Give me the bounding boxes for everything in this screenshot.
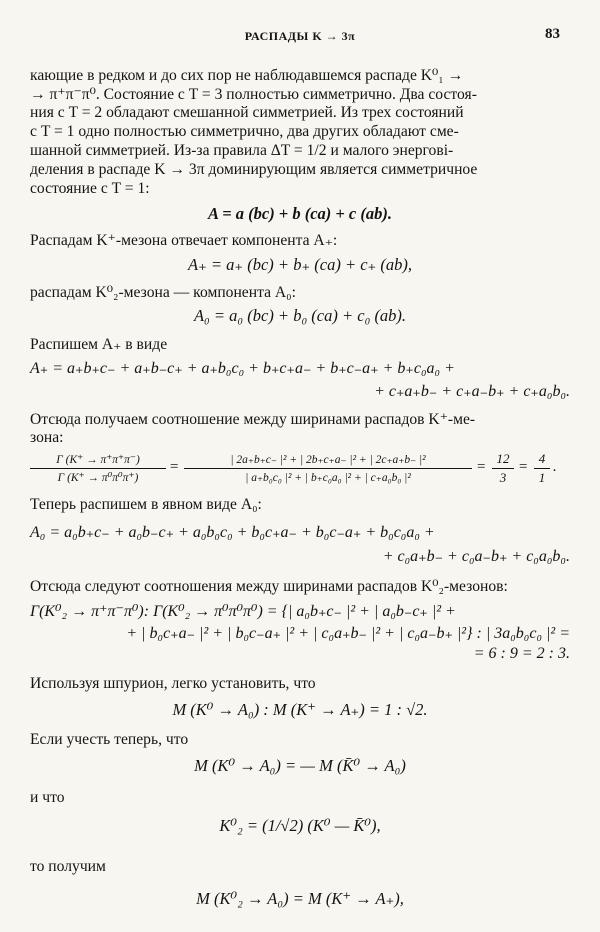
equation-11: M (K⁰₂ → A₀) = M (K⁺ → A₊),	[196, 889, 404, 908]
ratio-lhs-bar	[30, 468, 166, 469]
equation-4-line-1: A₊ = a₊b₊c₋ + a₊b₋c₊ + a₊b₀c₀ + b₊c₊a₋ + b₊c₋a₊ + b₊c₀a₀ +	[30, 360, 455, 377]
paragraph-11: то получим	[30, 858, 106, 875]
page-number: 83	[545, 26, 560, 42]
ratio-mid-denominator: | a₊b₀c₀ |² + | b₊c₀a₀ |² + | c₊a₀b₀ |²	[245, 472, 411, 484]
ratio-r2-bar	[534, 468, 550, 469]
p1-line-7: состояние с T = 1:	[30, 180, 150, 197]
ratio-r1-denominator: 3	[499, 470, 507, 485]
ratio-lhs-denominator: Γ (K⁺ → π⁰π⁰π⁺)	[57, 472, 139, 484]
paragraph-4: Распишем A₊ в виде	[30, 336, 168, 353]
ratio-lhs-numerator: Γ (K⁺ → π⁺π⁺π⁻)	[56, 454, 140, 466]
ratio-r2-denominator: 1	[538, 470, 546, 485]
equation-7-line-3: = 6 : 9 = 2 : 3.	[473, 645, 570, 662]
ratio-r2-numerator: 4	[538, 451, 546, 466]
running-title: РАСПАДЫ K → 3π	[244, 29, 356, 43]
paragraph-5-line-2: зона:	[30, 429, 64, 446]
width-ratio-equation: Γ (K⁺ → π⁺π⁺π⁻) Γ (K⁺ → π⁰π⁰π⁺) = | 2a₊b₊c₋ |² + | 2b₊c₊a₋ |² + | 2c₊a₊b₋ |² | a₊b₀c₀ |² + | b₊c₀a₀ |² + | c₊a₀b₀ |² = 12 3 = 4 1 .	[30, 450, 572, 490]
paragraph-3: распадам K⁰₂-мезона — компонента A₀:	[30, 284, 296, 301]
equation-10: K⁰₂ = (1/√2) (K⁰ — K̄⁰),	[219, 816, 381, 835]
equation-1: A = a (bc) + b (ca) + c (ab).	[208, 204, 392, 223]
equation-7-line-2: + | b₀c₊a₋ |² + | b₀c₋a₊ |² + | c₀a₊b₋ |² + | c₀a₋b₊ |²} : | 3a₀b₀c₀ |² =	[126, 625, 570, 642]
paragraph-10: и что	[30, 789, 65, 806]
ratio-r1-numerator: 12	[496, 451, 510, 466]
equals-sign-2: =	[476, 459, 487, 475]
ratio-mid-bar	[184, 468, 472, 469]
p1-line-6: деления в распаде K → 3π доминирующим является симметричное	[30, 161, 478, 178]
paragraph-7: Отсюда следуют соотношения между ширинами распадов K⁰₂-мезонов:	[30, 578, 508, 595]
equation-3: A₀ = a₀ (bc) + b₀ (ca) + c₀ (ab).	[193, 306, 407, 325]
equation-6-line-1: A₀ = a₀b₊c₋ + a₀b₋c₊ + a₀b₀c₀ + b₀c₊a₋ + b₀c₋a₊ + b₀c₀a₀ +	[30, 524, 435, 541]
equation-8: M (K⁰ → A₀) : M (K⁺ → A₊) = 1 : √2.	[172, 700, 428, 719]
equation-4-line-2: + c₊a₊b₋ + c₊a₋b₊ + c₊a₀b₀.	[374, 383, 570, 400]
p1-line-3: ния с T = 2 обладают смешанной симметрией. Из трех состояний	[30, 104, 464, 121]
p1-line-1: кающие в редком и до сих пор не наблюдавшемся распаде K⁰₁ →	[30, 67, 464, 84]
paragraph-2: Распадам K⁺-мезона отвечает компонента A₊:	[30, 232, 338, 249]
paragraph-6: Теперь распишем в явном виде A₀:	[30, 496, 262, 513]
equation-9: M (K⁰ → A₀) = — M (K̄⁰ → A₀)	[194, 756, 406, 775]
ratio-mid-numerator: | 2a₊b₊c₋ |² + | 2b₊c₊a₋ |² + | 2c₊a₊b₋ |²	[230, 454, 426, 466]
p1-line-4: с T = 1 одно полностью симметрично, два других обладают сме-	[30, 123, 459, 140]
equation-7-line-1: Γ(K⁰₂ → π⁺π⁻π⁰): Γ(K⁰₂ → π⁰π⁰π⁰) = {| a₀b₊c₋ |² + | a₀b₋c₊ |² +	[30, 603, 456, 620]
equation-2: A₊ = a₊ (bc) + b₊ (ca) + c₊ (ab),	[187, 255, 412, 274]
equation-6-line-2: + c₀a₊b₋ + c₀a₋b₊ + c₀a₀b₀.	[382, 548, 570, 565]
paragraph-8: Используя шпурион, легко установить, что	[30, 675, 316, 692]
p1-line-5: шанной симметрией. Из-за правила ΔT = 1/2 и малого энергові-	[30, 142, 454, 159]
p1-line-2: → π⁺π⁻π⁰. Состояние с T = 3 полностью симметрично. Два состоя-	[30, 86, 477, 103]
ratio-r1-bar	[492, 468, 514, 469]
paragraph-5-line-1: Отсюда получаем соотношение между ширинами распадов K⁺-ме-	[30, 411, 476, 428]
equals-sign-1: =	[169, 459, 180, 475]
equals-sign-3: =	[518, 459, 529, 475]
paragraph-9: Если учесть теперь, что	[30, 731, 189, 748]
